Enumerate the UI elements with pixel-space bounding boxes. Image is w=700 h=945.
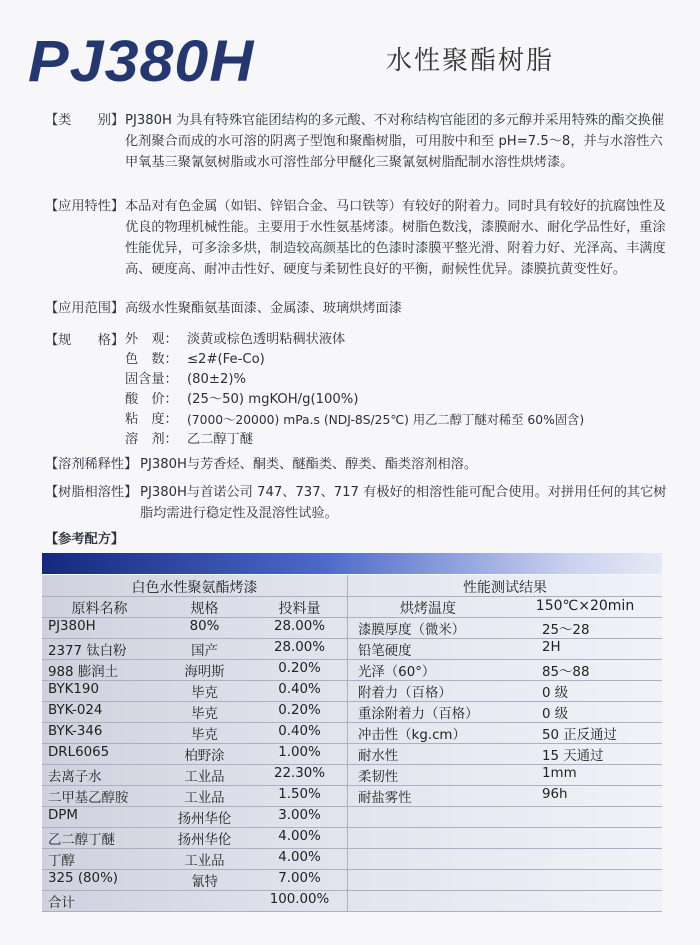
row-divider [42, 722, 662, 723]
col-header-amount: 投料量 [278, 601, 321, 617]
material-name: BYK-346 [48, 724, 103, 739]
material-spec: 扬州华伦 [177, 833, 232, 848]
section-label: 【应用特性】 [45, 199, 125, 214]
material-amount: 4.00% [278, 850, 321, 865]
material-amount: 0.40% [278, 724, 321, 739]
section-features [45, 196, 670, 280]
material-name: 去离子水 [48, 770, 102, 785]
spec-value: 淡黄或棕色透明粘稠状液体 [187, 332, 346, 347]
section-text: PJ380H与芳香烃、酮类、醚酯类、醇类、酯类溶剂相溶。 [140, 457, 478, 472]
material-amount: 1.00% [278, 745, 321, 760]
material-name: BYK190 [48, 682, 99, 697]
section-dilution [45, 454, 670, 475]
section-label: 【树脂相溶性】 [45, 485, 138, 500]
row-divider [42, 617, 662, 618]
spec-value: (7000～20000) mPa.s (NDJ-8S/25℃) 用乙二醇丁醚对稀至 60%固含) [187, 413, 585, 427]
material-amount: 28.00% [273, 619, 326, 634]
spec-row [125, 410, 670, 430]
test-item: 冲击性（kg.cm） [358, 728, 466, 743]
material-name: 988 膨润土 [48, 665, 118, 680]
section-label: 【溶剂稀释性】 [45, 457, 138, 472]
material-name: 合计 [48, 896, 75, 911]
material-name: 2377 钛白粉 [48, 644, 127, 659]
spec-key: 色 数： [125, 352, 178, 367]
material-amount: 100.00% [269, 892, 330, 907]
material-amount: 1.50% [278, 787, 321, 802]
material-spec: 毕克 [191, 686, 218, 701]
row-divider [42, 701, 662, 702]
row-divider [42, 638, 662, 639]
test-item: 漆膜厚度（微米） [358, 623, 466, 638]
material-spec: 工业品 [184, 791, 225, 806]
spec-value: 乙二醇丁醚 [187, 432, 253, 447]
material-spec: 扬州华伦 [177, 812, 232, 827]
section-compatibility [45, 482, 670, 524]
spec-key: 外 观： [125, 332, 178, 347]
spec-key: 粘 度： [125, 412, 178, 427]
row-divider [42, 911, 662, 912]
material-name: 丁醇 [48, 854, 75, 869]
material-spec: 海明斯 [184, 665, 225, 680]
section-text: 本品对有色金属（如铝、锌铝合金、马口铁等）有较好的附着力。同时具有较好的抗腐蚀性及优良的物理机械性能。主要用于水性氨基烤漆。树脂色数浅，漆膜耐水、耐化学品性好，重涂性能优异，可多涂多烘，制造较高颜基比的色漆时漆膜平整光滑、附着力好、光泽高、丰满度高、硬度高、耐冲击性好、硬度与柔韧性良好的平衡，耐候性优异。漆膜抗黄变性好。 [125, 199, 666, 277]
material-spec: 工业品 [184, 770, 225, 785]
spec-row [125, 430, 670, 450]
section-specs [45, 330, 670, 450]
test-result: 2H [542, 640, 561, 655]
test-result: 85～88 [542, 665, 590, 680]
spec-value: ≤2#(Fe-Co) [187, 352, 265, 367]
spec-row [125, 350, 670, 370]
section-category [45, 110, 670, 173]
row-divider [42, 806, 662, 807]
row-divider [42, 827, 662, 828]
right-table-title: 性能测试结果 [463, 580, 547, 596]
test-item: 耐水性 [358, 749, 399, 764]
col-header-material: 原料名称 [71, 601, 128, 617]
spec-value: (25～50) mgKOH/g(100%) [187, 392, 359, 407]
formula-table [42, 575, 662, 912]
test-result: 96h [542, 787, 568, 802]
material-spec: 毕克 [191, 707, 218, 722]
row-divider [42, 659, 662, 660]
test-item: 光泽（60°） [358, 665, 436, 680]
material-spec: 80% [189, 619, 220, 634]
material-amount: 0.20% [278, 661, 321, 676]
spec-key: 固含量： [125, 372, 178, 387]
row-divider [42, 869, 662, 870]
section-label: 【规 格】 [45, 333, 125, 348]
test-result: 15 天通过 [542, 749, 604, 764]
section-text: 高级水性聚酯氨基面漆、金属漆、玻璃烘烤面漆 [125, 301, 402, 316]
spec-row [125, 330, 670, 350]
section-text: PJ380H与首诺公司 747、737、717 有极好的相溶性能可配合使用。对拼用任何的其它树脂均需进行稳定性及混溶性试验。 [140, 485, 667, 521]
material-amount: 4.00% [278, 829, 321, 844]
test-item: 柔韧性 [358, 770, 399, 785]
reference-formula-label: 【参考配方】 [45, 532, 125, 547]
material-amount: 22.30% [273, 766, 326, 781]
material-name: PJ380H [48, 619, 96, 634]
material-amount: 0.20% [278, 703, 321, 718]
row-divider [42, 848, 662, 849]
product-name-title: 水性聚酯树脂 [386, 46, 555, 76]
col-header-bake-temp: 烘烤温度 [400, 601, 456, 617]
left-table-title: 白色水性聚氨酯烤漆 [131, 580, 258, 596]
section-applications [45, 298, 670, 319]
material-spec: 毕克 [191, 728, 218, 743]
material-name: DRL6065 [48, 745, 110, 760]
header-band [42, 553, 662, 574]
spec-row [125, 370, 670, 390]
test-item: 重涂附着力（百格） [358, 707, 479, 722]
col-header-spec: 规格 [190, 601, 219, 617]
section-text: PJ380H 为具有特殊官能团结构的多元酸、不对称结构官能团的多元醇并采用特殊的酯交换催化剂聚合而成的水可溶的阴离子型饱和聚酯树脂，可用胺中和至 pH=7.5～8，并与水溶性六甲氧基三聚氰氨树脂或水可溶性部分甲醚化三聚氰氨树脂配制水溶性烘烤漆。 [125, 113, 665, 170]
test-result: 25～28 [542, 623, 590, 638]
section-label: 【类 别】 [45, 113, 125, 128]
spec-value: (80±2)% [187, 372, 247, 387]
material-spec: 国产 [191, 644, 218, 659]
row-divider [42, 785, 662, 786]
spec-key: 溶 剂： [125, 432, 178, 447]
row-divider [42, 596, 662, 597]
test-result: 0 级 [542, 686, 569, 701]
material-name: BYK-024 [48, 703, 103, 718]
product-code-title: PJ380H [28, 29, 255, 94]
material-name: DPM [48, 808, 78, 823]
test-item: 耐盐雾性 [358, 791, 412, 806]
material-spec: 氰特 [191, 875, 218, 890]
material-amount: 7.00% [278, 871, 321, 886]
row-divider [42, 890, 662, 891]
spec-row [125, 390, 670, 410]
test-item: 附着力（百格） [358, 686, 452, 701]
material-spec: 工业品 [184, 854, 225, 869]
test-item: 铅笔硬度 [358, 644, 412, 659]
material-name: 乙二醇丁醚 [48, 833, 115, 848]
material-name: 325 (80%) [48, 871, 119, 886]
row-divider [42, 680, 662, 681]
material-amount: 0.40% [278, 682, 321, 697]
test-result: 1mm [542, 766, 577, 781]
row-divider [42, 764, 662, 765]
test-result: 0 级 [542, 707, 569, 722]
spec-key: 酸 价： [125, 392, 178, 407]
material-amount: 28.00% [273, 640, 326, 655]
test-result: 50 正反通过 [542, 728, 617, 743]
material-spec: 柏野涂 [184, 749, 225, 764]
col-header-bake-value: 150℃×20min [535, 598, 635, 614]
material-name: 二甲基乙醇胺 [48, 791, 129, 806]
section-label: 【应用范围】 [45, 301, 125, 316]
material-amount: 3.00% [278, 808, 321, 823]
row-divider [42, 743, 662, 744]
